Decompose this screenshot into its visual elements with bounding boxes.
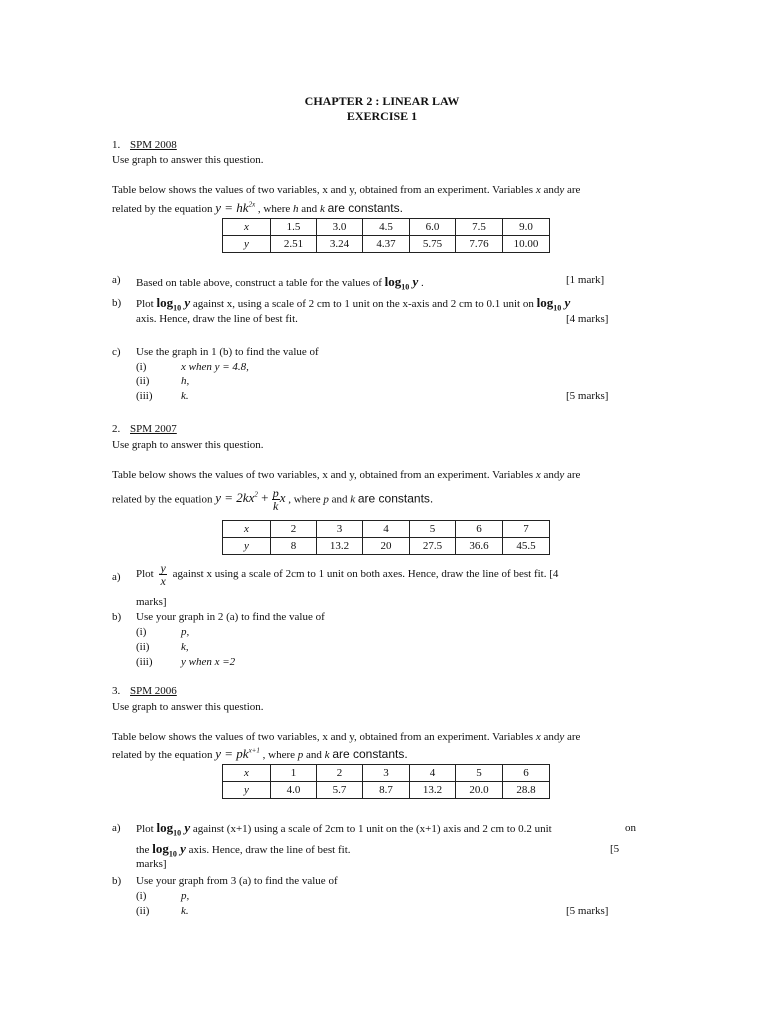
q3-part-a-label: a) [112,822,121,834]
q3-equation-base: y = pk [215,746,249,761]
table-cell: 5 [410,521,456,538]
table-cell: 45.5 [503,538,550,555]
q1-instruction: Use graph to answer this question. [112,154,264,166]
log-base: log [152,841,169,856]
log-base: log [384,274,402,289]
table-header-y: y [223,236,271,253]
q3-part-a [136,820,552,838]
q1-equation [215,200,255,215]
q3-intro [112,731,580,743]
table-cell: 20 [363,538,410,555]
table-cell: 6 [503,765,550,782]
list-item-num: (ii) [136,905,150,917]
q1-intro [112,184,580,196]
log10y-symbol [536,295,571,313]
q1-part-a-text: Based on table above, construct a table for the values of [136,277,382,289]
q3-intro-are: are [567,731,581,743]
q3-part-a-text2: axis. Hence, draw the line of best fit. [188,844,351,856]
list-item-num: (iii) [136,656,153,668]
q1-related-line [112,200,403,216]
q2-part-a-label: a) [112,571,121,583]
table-cell: 4 [410,765,456,782]
table-header-y: y [223,538,271,555]
table-header-x: x [223,521,271,538]
table-cell: 13.2 [317,538,363,555]
q3-part-a-on: on [625,822,636,834]
table-cell: 8.7 [363,782,410,799]
log-sub: 10 [553,303,562,313]
q2-part-a-plot: Plot [136,568,154,581]
q1-intro-are: are [567,184,581,196]
list-item-num: (iii) [136,390,153,402]
q3-part-a-plot: Plot [136,823,154,835]
table-cell: 3.24 [317,236,363,253]
q3-related-line [112,746,408,762]
q3-part-b-marks: [5 marks] [566,905,609,917]
table-cell: 4.5 [363,219,410,236]
q1-part-b-plot: Plot [136,298,154,310]
table-cell: 4.37 [363,236,410,253]
table-cell: 7 [503,521,550,538]
table-row [223,219,550,236]
q2-part-a-marks: marks] [136,596,167,608]
table-cell: 8 [271,538,317,555]
q1-part-a-dot: . [421,277,424,289]
table-cell: 6.0 [410,219,456,236]
q3-intro-y: y [559,731,565,743]
q3-part-a-marks2: marks] [136,858,167,870]
q2-source: SPM 2007 [130,423,177,435]
q2-intro-text: Table below shows the values of two variables, x and y, obtained from an experiment. Variables [112,469,534,481]
log-sub: 10 [401,282,410,292]
q1-intro-y: y [559,184,565,196]
q1-part-b-label: b) [112,297,122,309]
q2-related-line [112,487,433,512]
log10y-symbol [152,841,186,859]
table-cell: 3 [363,765,410,782]
q1-part-a [136,274,424,292]
q1-intro-x: x [535,184,541,196]
fraction-numerator: y [160,561,166,575]
q1-intro-text: Table below shows the values of two variables, x and y, obtained from an experiment. Variables [112,184,534,196]
exercise-title: EXERCISE 1 [346,109,418,123]
table-cell: 2 [271,521,317,538]
q2-intro-and: and [543,469,560,481]
table-cell: 13.2 [410,782,456,799]
list-item-text: h, [181,375,190,387]
log-var: y [180,841,186,856]
q2-equation-plus: + [261,490,269,506]
table-header-y: y [223,782,271,799]
q1-part-b [136,295,570,313]
q2-constants: are constants. [357,491,434,506]
log-var: y [184,820,191,835]
q2-related-post: , where [288,493,321,506]
q1-var-k: k [319,203,325,215]
q1-var-h: h [293,203,299,215]
log-var: y [564,295,571,310]
q3-var-p: p [297,749,304,761]
q1-related-post: , where [257,203,291,215]
table-header-x: x [223,765,271,782]
q1-part-a-label: a) [112,274,121,286]
q2-instruction: Use graph to answer this question. [112,439,264,451]
log-sub: 10 [168,849,177,859]
q2-equation-term1: y = 2kx [215,490,255,506]
q3-equation-exponent: x+1 [248,746,260,755]
q2-intro-are: are [567,469,581,481]
table-cell: 9.0 [503,219,550,236]
table-cell: 3.0 [317,219,363,236]
q2-part-b-text: Use your graph in 2 (a) to find the value of [136,611,325,623]
q1-part-c-label: c) [112,346,121,358]
list-item-num: (i) [136,626,147,638]
table-cell: 7.5 [456,219,503,236]
table-cell: 4 [363,521,410,538]
q2-and: and [331,493,348,506]
q3-instruction: Use graph to answer this question. [112,701,264,713]
q2-equation-term2: x [279,490,286,506]
q1-intro-and: and [543,184,560,196]
q2-equation-fraction [272,487,280,512]
list-item-num: (ii) [136,375,150,387]
table-row [223,521,550,538]
list-item-num: (ii) [136,641,150,653]
q3-heading [112,685,177,697]
table-row [223,236,550,253]
list-item-num: (i) [136,361,147,373]
q2-equation [215,486,286,513]
table-cell: 2.51 [271,236,317,253]
table-cell: 28.8 [503,782,550,799]
table-cell: 10.00 [503,236,550,253]
q3-related-post: , where [262,749,296,761]
log-var: y [412,274,419,289]
q2-equation-exponent: 2 [254,491,258,500]
q2-related-pre: related by the equation [112,493,213,506]
q3-related-pre: related by the equation [112,749,213,761]
log-var: y [184,295,191,310]
q1-part-b-text: against x, using a scale of 2 cm to 1 unit on the x-axis and 2 cm to 0.1 unit on [192,298,534,310]
table-cell: 7.76 [456,236,503,253]
list-item-text: p, [181,890,190,902]
q1-part-a-marks: [1 mark] [566,274,605,286]
list-item-text: k, [181,641,189,653]
q2-heading [112,423,177,435]
table-row [223,765,550,782]
q1-and: and [301,203,318,215]
q1-part-c-marks: [5 marks] [566,390,609,402]
table-row [223,538,550,555]
list-item-text: y when x =2 [181,656,236,668]
q3-intro-text: Table below shows the values of two variables, x and y, obtained from an experiment. Variables [112,731,534,743]
table-cell: 20.0 [456,782,503,799]
q2-part-b-label: b) [112,611,122,623]
q3-part-a-text: against (x+1) using a scale of 2cm to 1 unit on the (x+1) axis and 2 cm to 0.2 unit [192,823,552,835]
q3-var-k: k [324,749,330,761]
log-sub: 10 [173,828,182,838]
log-base: log [156,820,174,835]
table-row [223,782,550,799]
chapter-title: CHAPTER 2 : LINEAR LAW [304,94,460,108]
table-cell: 3 [317,521,363,538]
q3-data-table [222,764,550,799]
q1-equation-base: y = hk [215,200,249,215]
q1-part-b-marks: [4 marks] [566,313,609,325]
table-cell: 4.0 [271,782,317,799]
q2-var-k: k [350,493,356,506]
fraction-denominator: x [160,574,166,588]
q1-part-c-text: Use the graph in 1 (b) to find the value of [136,346,319,358]
table-cell: 27.5 [410,538,456,555]
q1-equation-exponent: 2x [248,200,256,209]
q1-constants: are constants. [327,201,403,215]
q2-intro-y: y [559,469,565,481]
q2-intro [112,469,580,481]
q3-part-a-the: the [136,844,150,856]
q3-intro-and: and [543,731,560,743]
q2-intro-x: x [535,469,541,481]
q3-source: SPM 2006 [130,685,177,697]
table-cell: 1.5 [271,219,317,236]
log-sub: 10 [173,303,182,313]
q1-source: SPM 2008 [130,139,177,151]
log10y-symbol [384,274,419,292]
table-cell: 2 [317,765,363,782]
q2-part-a [136,562,558,587]
q3-intro-x: x [535,731,541,743]
log10y-symbol [156,295,191,313]
log-base: log [536,295,554,310]
q3-and: and [306,749,322,761]
q3-part-b-label: b) [112,875,122,887]
fraction-denominator: k [273,499,279,513]
q2-data-table [222,520,550,555]
log10y-symbol [156,820,191,838]
q3-constants: are constants. [332,747,408,761]
q1-data-table [222,218,550,253]
q3-part-b-text: Use your graph from 3 (a) to find the value of [136,875,338,887]
list-item-text: k. [181,905,189,917]
table-cell: 5.7 [317,782,363,799]
q1-heading [112,139,177,151]
table-header-x: x [223,219,271,236]
table-cell: 5.75 [410,236,456,253]
table-cell: 6 [456,521,503,538]
q2-var-p: p [323,493,329,506]
list-item-text: x when y = 4.8, [181,361,249,373]
list-item-num: (i) [136,890,147,902]
list-item-text: p, [181,626,190,638]
q3-equation [215,746,260,761]
q3-number: 3. [112,685,121,697]
q3-part-a-marks: [5 [610,843,620,855]
q2-part-a-text: against x using a scale of 2cm to 1 unit on both axes. Hence, draw the line of best fit. [4 [172,568,559,581]
table-cell: 5 [456,765,503,782]
q1-number: 1. [112,139,121,151]
list-item-text: k. [181,390,189,402]
q3-part-a-line2 [136,841,351,859]
q1-part-b-text-line2: axis. Hence, draw the line of best fit. [136,313,298,325]
q2-number: 2. [112,423,121,435]
fraction-numerator: p [272,486,279,500]
table-cell: 36.6 [456,538,503,555]
table-cell: 1 [271,765,317,782]
log-base: log [156,295,174,310]
q1-related-pre: related by the equation [112,203,213,215]
y-over-x-fraction [159,562,166,587]
